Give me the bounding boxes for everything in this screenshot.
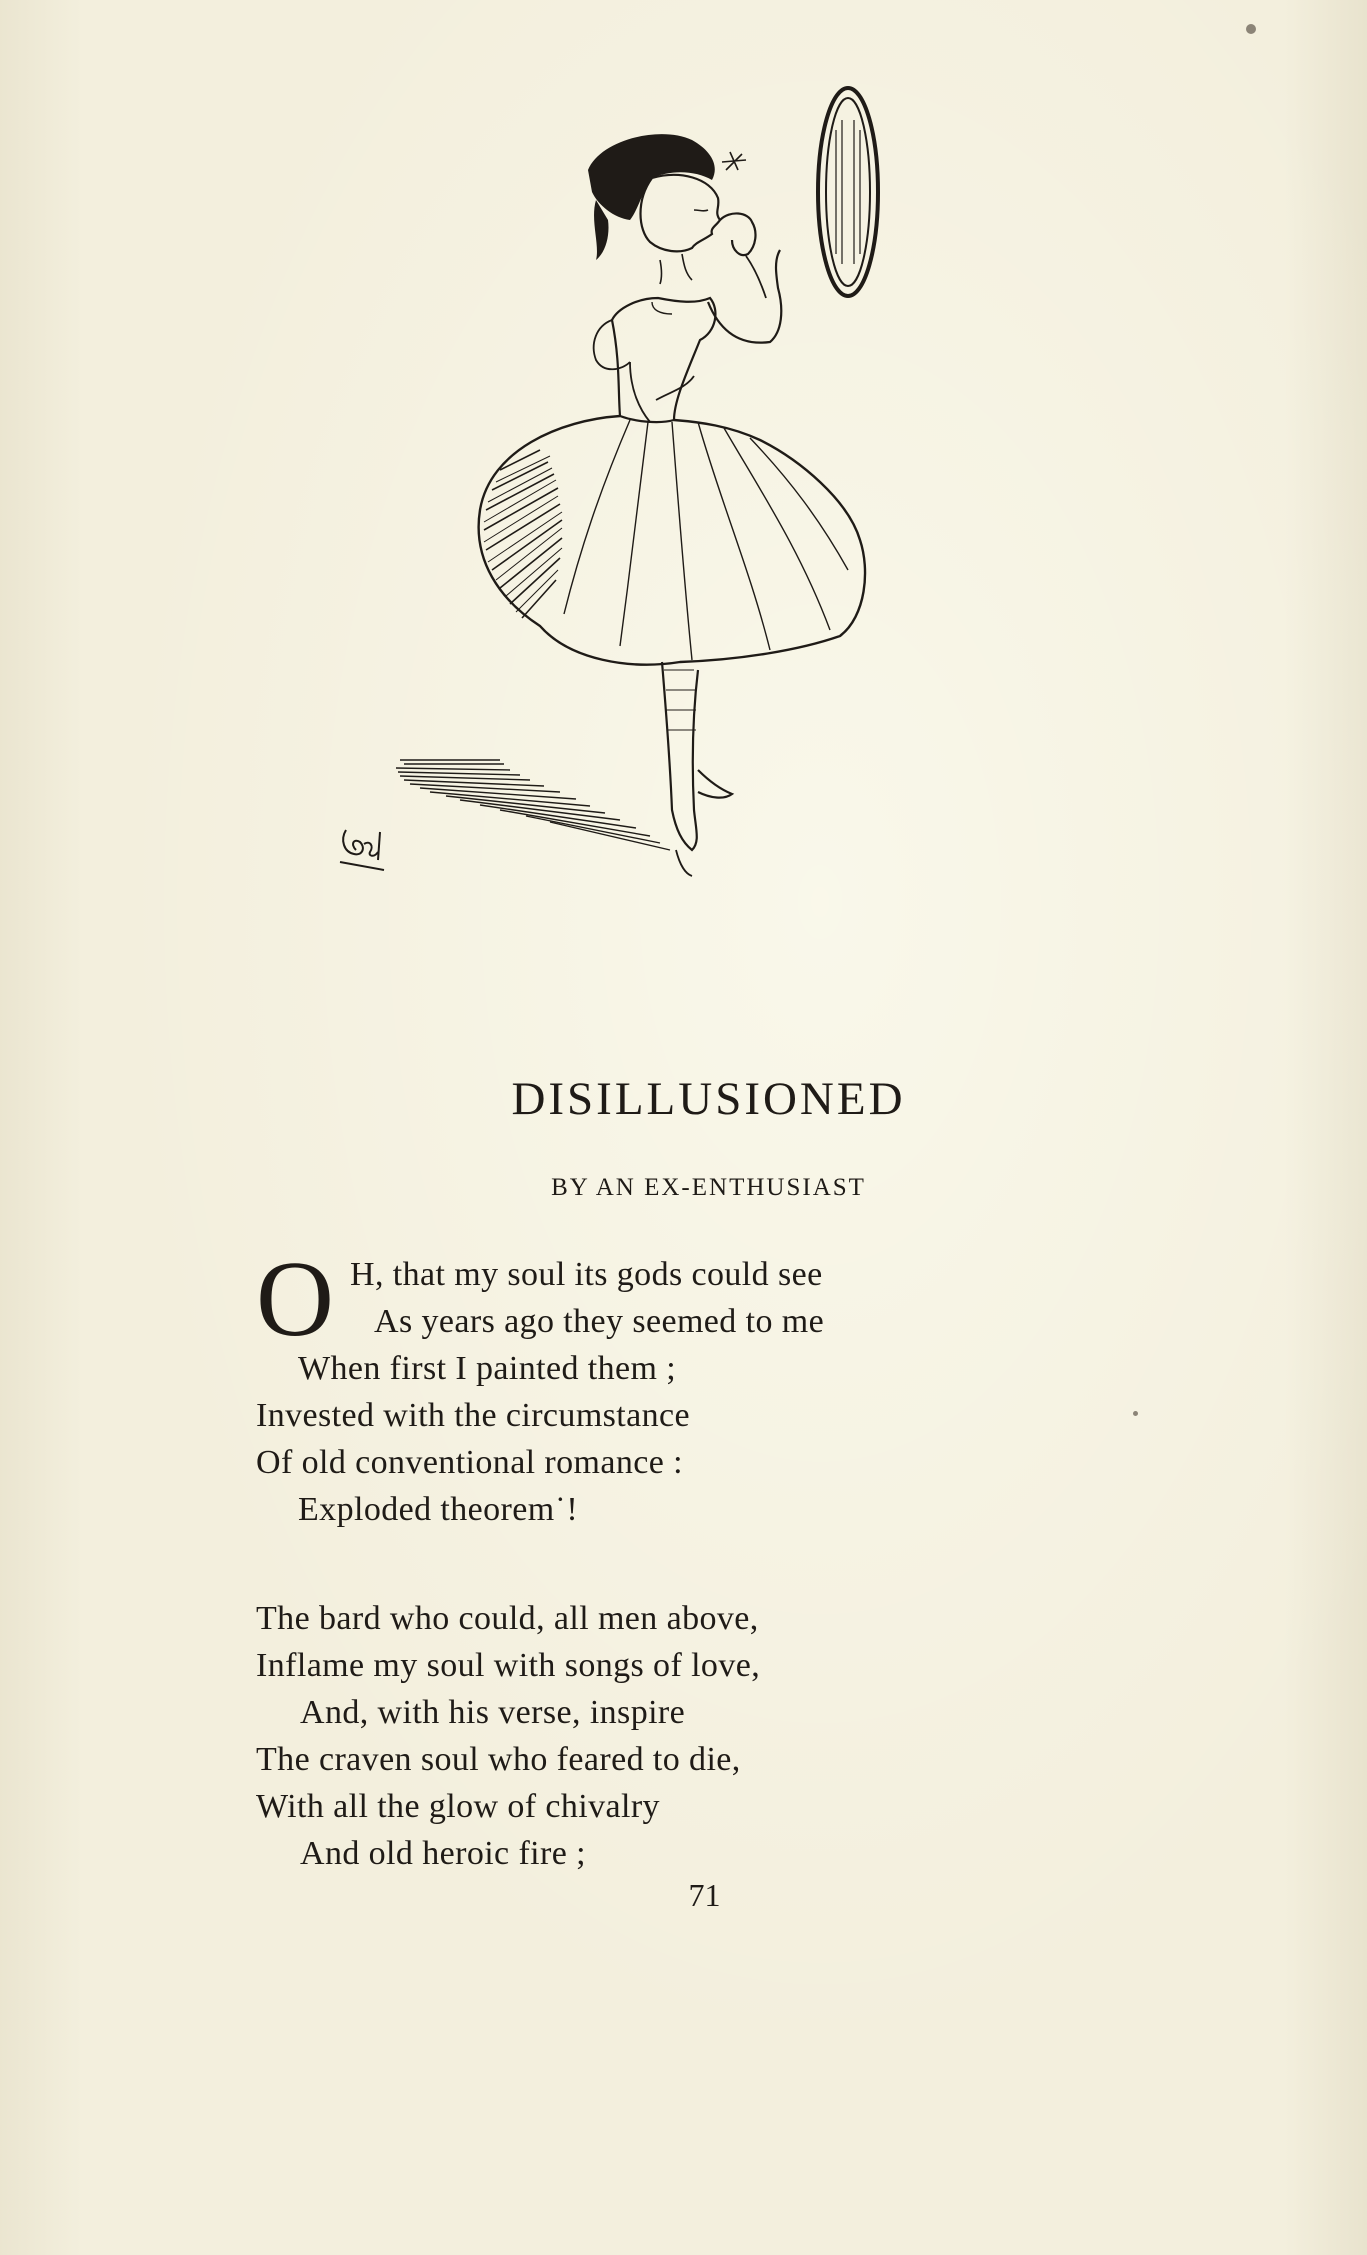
poem-line: With all the glow of chivalry	[256, 1788, 660, 1825]
poem-title: DISILLUSIONED	[511, 1073, 906, 1125]
poem-line: The craven soul who feared to die,	[256, 1741, 741, 1778]
artist-signature	[340, 830, 384, 870]
page-number: 71	[688, 1877, 721, 1913]
poem-line: H, that my soul its gods could see	[350, 1256, 823, 1293]
poem-line: The bard who could, all men above,	[256, 1600, 759, 1637]
poem-line: And old heroic fire ;	[300, 1835, 586, 1872]
poem-line: When first I painted them ;	[298, 1350, 677, 1387]
hand-mirror	[818, 88, 878, 296]
paper-speck	[1246, 24, 1256, 34]
tutu-skirt	[479, 416, 865, 665]
poem-line: Exploded theorem˙!	[298, 1491, 579, 1528]
hair	[588, 134, 715, 260]
bodice	[594, 298, 716, 422]
poem-byline: BY AN EX-ENTHUSIAST	[551, 1174, 866, 1201]
poem-line: Invested with the circumstance	[256, 1397, 691, 1434]
leg	[662, 662, 732, 876]
floor-shadow	[396, 760, 670, 850]
poem-line: As years ago they seemed to me	[374, 1303, 825, 1340]
poem-line: And, with his verse, inspire	[300, 1694, 686, 1731]
drop-cap: O	[256, 1240, 334, 1359]
paper-speck	[1133, 1411, 1138, 1416]
poem-line: Inflame my soul with songs of love,	[256, 1647, 761, 1684]
ballerina-mirror-illustration	[300, 70, 920, 900]
poem-line: Of old conventional romance :	[256, 1444, 684, 1481]
raised-arm	[708, 213, 781, 342]
